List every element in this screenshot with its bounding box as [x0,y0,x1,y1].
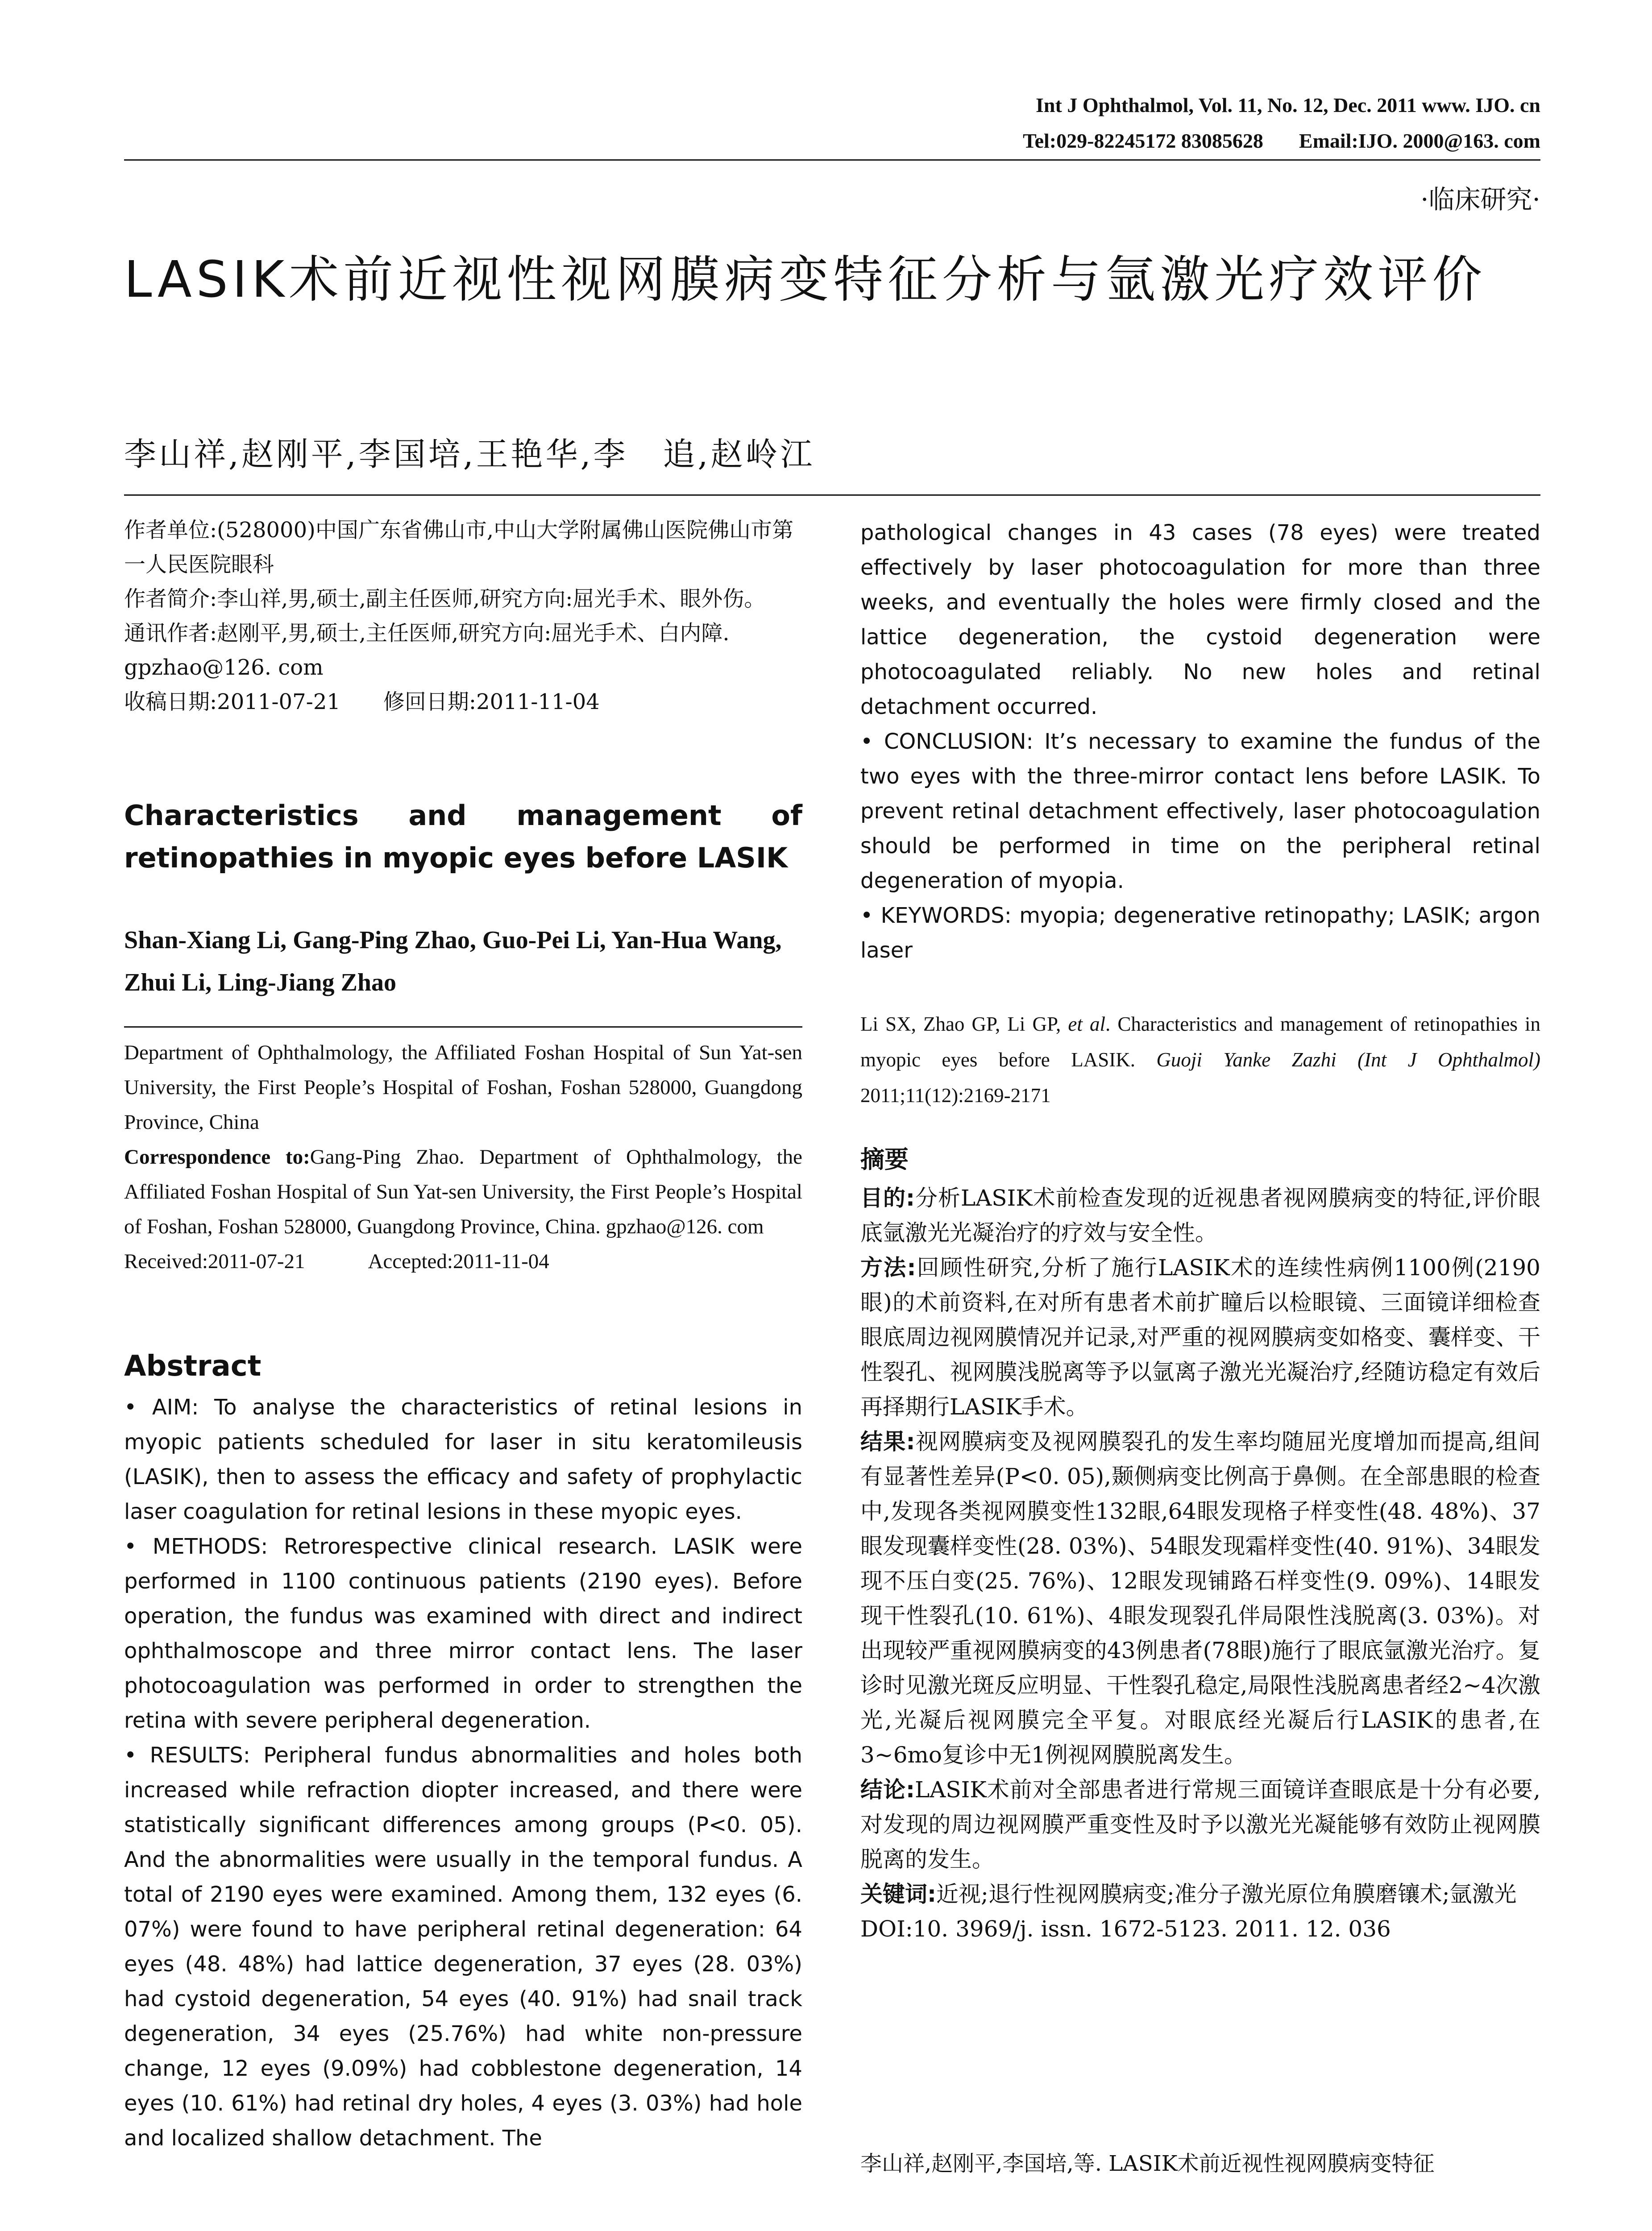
abstract-body [124,1390,802,2156]
correspondence-text: Gang-Ping Zhao. Department of Ophthalmology, the Affiliated Foshan Hospital of Sun Yat-sen University, the First People’s Hospital of Foshan, Foshan 528000, Guangdong Province, China. gpzhao@126. com [124,1145,802,1238]
cn-results: 结果:视网膜病变及视网膜裂孔的发生率均随屈光度增加而提高,组间有显著性差异(P<0. 05),颞侧病变比例高于鼻侧。在全部患眼的检查中,发现各类视网膜变性132眼,64眼发现格子样变性(48. 48%)、37眼发现囊样变性(28. 03%)、54眼发现霜样变性(40. 91%)、34眼发现不压白变(25. 76%)、12眼发现铺路石样变性(9. 09%)、14眼发现干性裂孔(10. 61%)、4眼发现裂孔伴局限性浅脱离(3. 03%)。对出现较严重视网膜病变的43例患者(78眼)施行了眼底氩激光治疗。复诊时见激光斑反应明显、干性裂孔稳定,局限性浅脱离患者经2~4次激光,光凝后视网膜完全平复。对眼底经光凝后行LASIK的患者,在3~6mo复诊中无1例视网膜脱离发生。 [860,1429,1540,1768]
abstract-heading: Abstract [124,1350,261,1383]
title-rule [124,494,1540,496]
english-citation [860,1006,1540,1113]
abstract-methods: • METHODS: Retrorespective clinical research. LASIK were performed in 1100 continuous patients (2190 eyes). Before operation, the fundus was examined with direct and indirect ophthalmoscope and three mirror contact lens. The laser photocoagulation was performed in order to strengthen the retina with severe peripheral degeneration. [124,1534,802,1733]
authors-cn: 李山祥,赵刚平,李国培,王艳华,李 追,赵岭江 [124,435,815,473]
contact-line [1023,129,1540,153]
author-unit: 作者单位:(528000)中国广东省佛山市,中山大学附属佛山医院佛山市第一人民医院眼科 [124,518,794,577]
author-bio: 作者简介:李山祥,男,硕士,副主任医师,研究方向:屈光手术、眼外伤。 [124,586,766,611]
affiliation-rule [124,1026,802,1028]
section-label: ·临床研究· [1420,184,1540,215]
header-rule [124,159,1540,161]
affiliation-cn [124,513,802,719]
cn-purpose: 目的:分析LASIK术前检查发现的近视患者视网膜病变的特征,评价眼底氩激光光凝治疗的疗效与安全性。 [860,1185,1541,1246]
cn-conclusion: 结论:LASIK术前对全部患者进行常规三面镜详查眼底是十分有必要,对发现的周边视网膜严重变性及时予以激光光凝能够有效防止视网膜脱离的发生。 [860,1777,1540,1872]
article-title: LASIK术前近视性视网膜病变特征分析与氩激光疗效评价 [124,251,1487,309]
journal-header: Int J Ophthalmol, Vol. 11, No. 12, Dec. 2011 www. IJO. cn [1036,94,1540,116]
abstract-conclusion: • CONCLUSION: It’s necessary to examine the fundus of the two eyes with the three-mirror contact lens before LASIK. To prevent retinal detachment effectively, laser photocoagulation should be performed in time on the peripheral retinal degeneration of myopia. [860,729,1540,893]
citation-volume: 2011;11(12):2169-2171 [860,1084,1051,1107]
cn-keywords: 关键词:近视;退行性视网膜病变;准分子激光原位角膜磨镶术;氩激光 [860,1881,1517,1907]
chinese-abstract [860,1142,1540,1946]
english-affiliation [124,1035,802,1279]
telephone: Tel:029-82245172 83085628 [1023,129,1263,152]
cn-doi: DOI:10. 3969/j. issn. 1672-5123. 2011. 12. 036 [860,1916,1391,1942]
cn-methods: 方法:回顾性研究,分析了施行LASIK术的连续性病例1100例(2190眼)的术前资料,在对所有患者术前扩瞳后以检眼镜、三面镜详细检查眼底周边视网膜情况并记录,对严重的视网膜病变如格变、囊样变、干性裂孔、视网膜浅脱离等予以氩离子激光光凝治疗,经随访稳定有效后再择期行LASIK手术。 [860,1255,1540,1420]
citation-authors: Li SX, Zhao GP, Li GP, [860,1013,1068,1035]
citation-journal: Guoji Yanke Zazhi (Int J Ophthalmol) [1156,1049,1540,1071]
email: Email:IJO. 2000@163. com [1299,129,1540,152]
citation-text: . Characteristics and management of retinopathies in myopic eyes before LASIK. [860,1013,1540,1071]
english-dates: Received:2011-07-21 Accepted:2011-11-04 [124,1250,549,1273]
abstract-results-continued: pathological changes in 43 cases (78 eyes) were treated effectively by laser photocoagulation for more than three weeks, and eventually the holes were firmly closed and the lattice degeneration, the cystoid degeneration were photocoagulated reliably. No new holes and retinal detachment occurred. [860,520,1540,719]
abstract-body-continued [860,515,1540,968]
department: Department of Ophthalmology, the Affiliated Foshan Hospital of Sun Yat-sen University, the First People’s Hospital of Foshan, Foshan 528000, Guangdong Province, China [124,1041,802,1134]
abstract-aim: • AIM: To analyse the characteristics of retinal lesions in myopic patients scheduled for laser in situ keratomileusis (LASIK), then to assess the efficacy and safety of prophylactic laser coagulation for retinal lesions in these myopic eyes. [124,1395,802,1524]
citation-etal: et al [1068,1013,1105,1035]
chinese-citation: 李山祥,赵刚平,李国培,等. LASIK术前近视性视网膜病变特征 [860,2151,1435,2176]
correspondence-label: Correspondence to: [124,1145,310,1169]
received-dates: 收稿日期:2011-07-21 修回日期:2011-11-04 [124,689,600,714]
english-authors: Shan-Xiang Li, Gang-Ping Zhao, Guo-Pei Li, Yan-Hua Wang, Zhui Li, Ling-Jiang Zhao [124,926,782,996]
english-title: Characteristics and management of retinopathies in myopic eyes before LASIK [124,799,802,874]
chinese-abstract-heading: 摘要 [860,1145,909,1174]
corresponding-author: 通讯作者:赵刚平,男,硕士,主任医师,研究方向:屈光手术、白内障. gpzhao@126. com [124,621,730,680]
abstract-results: • RESULTS: Peripheral fundus abnormalities and holes both increased while refraction diopter increased, and there were statistically significant differences among groups (P<0. 05). And the abnormalities were usually in the temporal fundus. A total of 2190 eyes were examined. Among them, 132 eyes (6. 07%) were found to have peripheral retinal degeneration: 64 eyes (48. 48%) had lattice degeneration, 37 eyes (28. 03%) had cystoid degeneration, 54 eyes (40. 91%) had snail track degeneration, 34 eyes (25.76%) had white non-pressure change, 12 eyes (9.09%) had cobblestone degeneration, 14 eyes (10. 61%) had retinal dry holes, 4 eyes (3. 03%) had hole and localized shallow detachment. The [124,1743,802,2151]
correspondence [124,1140,802,1244]
abstract-keywords: • KEYWORDS: myopia; degenerative retinopathy; LASIK; argon laser [860,903,1540,963]
